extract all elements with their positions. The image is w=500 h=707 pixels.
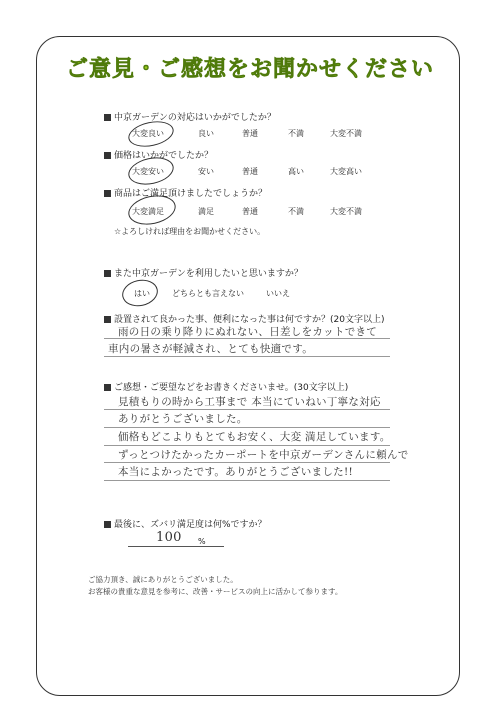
answer-5-line-2: 車内の暑さが軽減され、とても快適です。 [108,343,313,355]
page-title: ご意見・ご感想をお聞かせください [65,57,434,82]
question-7 [104,517,267,530]
bullet-square-icon [104,114,111,121]
q2-option-3[interactable]: 普通 [242,167,258,176]
answer-6-line-2: ありがとうございました。 [118,413,248,425]
satisfaction-unit: % [198,537,206,546]
q4-option-1[interactable]: はい [134,289,150,298]
question-3-note: ☆よろしければ理由をお聞かせください。 [114,227,266,236]
q3-option-4[interactable]: 不満 [288,207,304,216]
satisfaction-value: 100 [156,530,182,545]
question-2-options [0,166,500,180]
answer-6-rule-5 [104,480,390,481]
bullet-square-icon [104,270,111,277]
answer-6-rule-4 [104,462,390,463]
question-4-options [0,288,500,302]
question-7-label: 最後に、ズバリ満足度は何%ですか？ [114,520,267,530]
answer-6-line-5: 本当によかったです。ありがとうございました!! [118,466,353,478]
answer-6-line-3: 価格もどこよりもとてもお安く、大変 満足しています。 [118,431,391,443]
bullet-square-icon [104,190,111,197]
q1-option-5[interactable]: 大変不満 [330,129,362,138]
satisfaction-underline [128,546,224,547]
bullet-square-icon [104,521,111,528]
bullet-square-icon [104,152,111,159]
question-3 [104,186,267,199]
answer-6-rule-3 [104,445,390,446]
question-3-label: 商品はご満足頂けましたでしょうか？ [114,189,268,199]
q1-option-3[interactable]: 普通 [242,129,258,138]
q3-option-1[interactable]: 大変満足 [132,207,164,216]
q3-option-2[interactable]: 満足 [198,207,214,216]
question-4-label: また中京ガーデンを利用したいと思いますか？ [114,269,303,279]
bullet-square-icon [104,384,111,391]
q2-option-1[interactable]: 大変安い [132,167,164,176]
answer-5-rule-1 [104,338,390,339]
question-4 [104,266,303,279]
q3-option-5[interactable]: 大変不満 [330,207,362,216]
q4-option-2[interactable]: どちらとも言えない [172,289,244,298]
answer-6-line-4: ずっとつけたかったカーポートを中京ガーデンさんに頼んで [118,449,409,461]
q3-option-3[interactable]: 普通 [242,207,258,216]
answer-6-line-1: 見積もりの時から工事まで 本当にていねい丁寧な対応 [118,396,381,408]
bullet-square-icon [104,316,111,323]
question-5-label: 設置されて良かった事、便利になった事は何ですか？(20文字以上) [114,315,385,325]
question-1-label: 中京ガーデンの対応はいかがでしたか？ [114,113,276,123]
question-1-options [0,128,500,142]
q2-option-4[interactable]: 高い [288,167,304,176]
q1-option-4[interactable]: 不満 [288,129,304,138]
q1-option-2[interactable]: 良い [198,129,214,138]
question-1 [104,110,276,123]
answer-6-rule-1 [104,409,390,410]
question-6 [104,380,348,393]
question-6-label: ご感想・ご要望などをお書きくださいませ。(30文字以上) [114,383,349,393]
answer-5-rule-2 [104,356,390,357]
q2-option-2[interactable]: 安い [198,167,214,176]
answer-6-rule-2 [104,427,390,428]
footer-note: お客様の貴重な意見を参考に、改善・サービスの向上に活かして参ります。 [88,587,343,596]
answer-5-line-1: 雨の日の乗り降りにぬれない、日差しをカットできて [118,326,378,338]
question-2-label: 価格はいかがでしたか？ [114,151,214,161]
q1-option-1[interactable]: 大変良い [132,129,164,138]
footer-thanks: ご協力頂き、誠にありがとうございました。 [88,575,238,584]
q2-option-5[interactable]: 大変高い [330,167,362,176]
q4-option-3[interactable]: いいえ [266,289,290,298]
question-3-options [0,206,500,220]
